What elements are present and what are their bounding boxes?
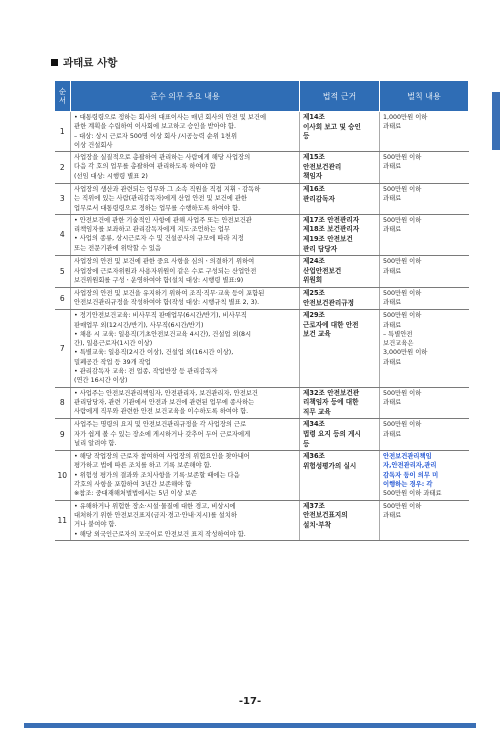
cell-line: 사업장에 근로자위원과 사용자위원이 같은 수로 구성되는 산업안전 bbox=[74, 267, 257, 275]
duty-content bbox=[71, 214, 300, 255]
cell-line: 대처하기 위한 안전보건표지(금지·경고·안내·지시)를 설치하 bbox=[74, 511, 237, 519]
cell-line: 관리담당자, 관련 기관에서 안전과 보건에 관련된 업무에 종사하는 bbox=[74, 398, 255, 406]
cell-line: 제25조 bbox=[303, 289, 325, 298]
row-number: 11 bbox=[55, 500, 71, 540]
table-row bbox=[55, 112, 469, 152]
cell-line: 제36조 bbox=[303, 452, 325, 461]
legal-basis bbox=[300, 152, 380, 184]
duty-content bbox=[71, 419, 300, 451]
duty-content bbox=[71, 451, 300, 500]
cell-line: 안전보건관리규정 bbox=[303, 298, 354, 307]
cell-line: 제19조 안전보건 bbox=[303, 235, 353, 244]
cell-line: 사업장의 안전 및 보건에 관한 중요 사항을 심의ㆍ의결하기 위하여 bbox=[74, 258, 255, 266]
row-number: 4 bbox=[55, 214, 71, 255]
cell-line: 제14조 bbox=[303, 113, 325, 121]
table-row bbox=[55, 500, 469, 540]
cell-line: 직무 교육 bbox=[303, 407, 331, 416]
cell-line: 500만원 이하 bbox=[383, 421, 422, 429]
cell-line: 과태료 bbox=[383, 123, 402, 131]
cell-line: 간), 일용근로자(1시간 이상) bbox=[74, 340, 153, 348]
cell-line: • 해당 작업장의 근로자 참여하여 사업장의 위험요인을 찾아내어 bbox=[74, 453, 250, 461]
legal-basis bbox=[300, 310, 380, 387]
cell-line: 3,000만원 이하 bbox=[383, 349, 428, 357]
row-number: 9 bbox=[55, 419, 71, 451]
row-number: 3 bbox=[55, 183, 71, 214]
table-row bbox=[55, 152, 469, 184]
cell-line: – 특별안전 bbox=[383, 330, 413, 338]
cell-line: 500만원 이하 bbox=[383, 312, 422, 320]
penalty-content bbox=[380, 214, 469, 255]
cell-line: 과태료 bbox=[383, 511, 402, 519]
cell-line: 감독자 등이 의무 미 bbox=[383, 471, 439, 479]
legal-basis bbox=[300, 112, 380, 152]
cell-line: 1,000만원 이하 bbox=[383, 114, 428, 121]
header-penalty: 벌칙 내용 bbox=[380, 81, 469, 112]
cell-line: • 유해하거나 위험한 장소·시설·물질에 대한 경고, 비상시에 bbox=[74, 502, 236, 510]
cell-line: 500만원 이하 bbox=[383, 258, 422, 266]
cell-line: • 채용 시 교육: 일용직(기초안전보건교육 4시간), 건설업 외(8시 bbox=[74, 330, 252, 338]
cell-line: 사업장의 안전 및 보건을 유지하기 위하여 조직·직무·교육 등이 포함된 bbox=[74, 290, 265, 298]
row-number: 7 bbox=[55, 310, 71, 387]
cell-line: 근로자에 대한 안전 bbox=[303, 320, 359, 329]
cell-line: 자가 쉽게 볼 수 있는 장소에 게시하거나 갖추어 두어 근로자에게 bbox=[74, 430, 251, 438]
cell-line: 과태료 bbox=[383, 430, 402, 438]
duty-content bbox=[71, 183, 300, 214]
cell-line: • 사업주는 안전보건관리책임자, 안전관리자, 보건관리자, 안전보건 bbox=[74, 389, 258, 397]
cell-line: 리책임자 등에 대한 bbox=[303, 398, 359, 407]
table-body bbox=[55, 112, 469, 541]
cell-line: 안전보건관리규정을 작성하여야 함(작성 대상: 시행규칙 별표 2, 3). bbox=[74, 299, 260, 307]
cell-line: 보건교육은 bbox=[383, 340, 414, 348]
section-heading bbox=[51, 55, 117, 70]
table-row bbox=[55, 183, 469, 214]
legal-basis bbox=[300, 214, 380, 255]
cell-line: 등 bbox=[303, 132, 310, 141]
cell-line: 제24조 bbox=[303, 257, 325, 266]
square-bullet-icon bbox=[51, 59, 58, 66]
cell-line: 500만원 이하 bbox=[383, 185, 422, 193]
cell-line: 제16조 bbox=[303, 184, 325, 193]
penalty-content bbox=[380, 387, 469, 419]
cell-line: 과태료 bbox=[383, 226, 402, 234]
duty-content bbox=[71, 288, 300, 310]
row-number: 2 bbox=[55, 152, 71, 184]
header-content: 준수 의무 주요 내용 bbox=[71, 81, 300, 112]
cell-line: 사업주는 명령의 요지 및 안전보건관리규정을 각 사업장의 근로 bbox=[74, 421, 247, 429]
penalty-content bbox=[380, 152, 469, 184]
row-number: 8 bbox=[55, 387, 71, 419]
table-row bbox=[55, 288, 469, 310]
cell-line: • 정기안전보건교육: 비사무직 판매업무(6시간/반기), 비사무직 bbox=[74, 312, 247, 320]
cell-line: • 관리감독자 교육: 전 업종, 작업반장 등 관리감독자 bbox=[74, 367, 218, 375]
duty-content bbox=[71, 387, 300, 419]
cell-line: • 해당 외국인근로자의 모국어로 안전보건 표지 작성하여야 함. bbox=[74, 530, 246, 538]
cell-line: 거나 붙여야 함. bbox=[74, 521, 117, 529]
row-number: 1 bbox=[55, 112, 71, 152]
row-number: 5 bbox=[55, 256, 71, 288]
cell-line: 사업장을 실질적으로 총괄하여 관리하는 사람에게 해당 사업장의 bbox=[74, 154, 251, 162]
cell-line: 위험성평가의 실시 bbox=[303, 461, 357, 470]
cell-line: 500만원 이하 bbox=[383, 154, 422, 162]
cell-line: 제15조 bbox=[303, 153, 325, 162]
table-row bbox=[55, 214, 469, 255]
cell-line: 책임자 bbox=[303, 172, 323, 181]
cell-line: 다음 각 호의 업무를 총괄하여 관리하도록 하여야 함 bbox=[74, 163, 216, 171]
cell-line: • 특별교육: 일용직(2시간 이상), 건설업 외(16시간 이상), bbox=[74, 349, 234, 357]
cell-line: 평가하고 법에 따른 조치를 하고 기록 보존해야 함. bbox=[74, 462, 212, 470]
cell-line: ※참조: 중대재해처벌법에서는 5년 이상 보존 bbox=[74, 490, 197, 498]
cell-line: 제34조 bbox=[303, 420, 325, 429]
cell-line: 널리 알려야 함. bbox=[74, 439, 117, 447]
penalty-table bbox=[54, 80, 469, 541]
cell-line: – 대상: 상시 근로자 500명 이상 회사 /시공능력 순위 1천위 bbox=[74, 132, 238, 140]
row-number: 10 bbox=[55, 451, 71, 500]
penalty-content bbox=[380, 500, 469, 540]
cell-line: 과태료 bbox=[383, 163, 402, 171]
duty-content bbox=[71, 310, 300, 387]
cell-line: 판매업무 외(12시간/반기), 사무직(6시간/반기) bbox=[74, 321, 204, 329]
side-tab-marker bbox=[492, 92, 500, 150]
cell-line: 자,안전관리자,관리 bbox=[383, 462, 437, 470]
cell-line: 과태료 bbox=[383, 398, 402, 406]
row-number: 6 bbox=[55, 288, 71, 310]
cell-line: 업무로서 대통령령으로 정하는 업무를 수행하도록 하여야 함. bbox=[74, 204, 241, 212]
cell-line: • 안전보건에 관한 기술적인 사항에 관해 사업주 또는 안전보건관 bbox=[74, 216, 252, 224]
cell-line: • 위험성 평가의 결과와 조치사항을 기록·보존할 때에는 다음 bbox=[74, 471, 240, 479]
cell-line: 각호의 사항을 포함하여 3년간 보존해야 함 bbox=[74, 481, 192, 489]
cell-line: 안전보건표지의 bbox=[303, 511, 348, 520]
header-no: 순 서 bbox=[55, 81, 71, 112]
cell-line: (연간 16시간 이상) bbox=[74, 377, 128, 385]
cell-line: 과태료 bbox=[383, 321, 402, 329]
legal-basis bbox=[300, 387, 380, 419]
table-row bbox=[55, 451, 469, 500]
table-row bbox=[55, 256, 469, 288]
cell-line: 또는 전문기관에 위탁할 수 있음 bbox=[74, 244, 162, 252]
cell-line: 관리 담당자 bbox=[303, 244, 338, 253]
page-number: -17- bbox=[238, 696, 262, 707]
cell-line: 제37조 bbox=[303, 501, 325, 510]
legal-basis bbox=[300, 256, 380, 288]
penalty-content bbox=[380, 419, 469, 451]
duty-content bbox=[71, 112, 300, 152]
penalty-content bbox=[380, 288, 469, 310]
cell-line: 제18조 보건관리자 bbox=[303, 225, 360, 234]
cell-line: 산업안전보건 bbox=[303, 266, 342, 275]
penalty-content bbox=[380, 451, 469, 500]
penalty-content bbox=[380, 310, 469, 387]
cell-line: 과태료 bbox=[383, 195, 402, 203]
header-basis: 법적 근거 bbox=[300, 81, 380, 112]
cell-line: 과태료 bbox=[383, 299, 402, 307]
cell-line: 등 bbox=[303, 439, 310, 448]
cell-line: 밀폐공간 작업 등 39개 작업 bbox=[74, 358, 151, 366]
cell-line: 이행하는 경우: 각 bbox=[383, 481, 433, 489]
cell-line: 과태료 bbox=[383, 358, 402, 366]
section-title: 과태료 사항 bbox=[63, 57, 118, 69]
footer-bar bbox=[24, 723, 476, 728]
cell-line: 사람에게 직무와 관련한 안전 보건교육을 이수하도록 하여야 함. bbox=[74, 408, 249, 416]
legal-basis bbox=[300, 451, 380, 500]
table-header-row bbox=[55, 81, 469, 112]
legal-basis bbox=[300, 500, 380, 540]
cell-line: 제32조 안전보건관 bbox=[303, 388, 360, 397]
cell-line: 사업장의 생산과 관련되는 업무와 그 소속 직원을 직접 지휘ㆍ감독하 bbox=[74, 185, 261, 193]
cell-line: • 대통령령으로 정하는 회사의 대표이사는 매년 회사의 안전 및 보건에 bbox=[74, 114, 267, 121]
cell-line: 500만원 이하 bbox=[383, 389, 422, 397]
cell-line: 제29조 bbox=[303, 311, 325, 320]
cell-line: 500만원 이하 과태료 bbox=[383, 490, 442, 498]
table-row bbox=[55, 310, 469, 387]
cell-line: 는 직위에 있는 사람(관리감독자)에게 산업 안전 및 보건에 관한 bbox=[74, 195, 247, 203]
penalty-content bbox=[380, 256, 469, 288]
cell-line: 안전보건관리책임 bbox=[383, 453, 432, 461]
cell-line: 관한 계획을 수립하여 이사회에 보고하고 승인을 받아야 함. bbox=[74, 123, 236, 131]
cell-line: 안전보건관리 bbox=[303, 162, 342, 171]
cell-line: 500만원 이하 bbox=[383, 502, 422, 510]
cell-line: 리책임자를 보좌하고 관리감독자에게 지도·조언하는 업무 bbox=[74, 226, 230, 234]
cell-line: 법령 요지 등의 게시 bbox=[303, 429, 361, 438]
legal-basis bbox=[300, 183, 380, 214]
table-row bbox=[55, 419, 469, 451]
cell-line: • 사업의 종류, 상시근로자 수 및 건설공사의 규모에 따라 지정 bbox=[74, 235, 244, 243]
cell-line: 보건 교육 bbox=[303, 330, 331, 339]
legal-basis bbox=[300, 288, 380, 310]
table-row bbox=[55, 387, 469, 419]
cell-line: 이사회 보고 및 승인 bbox=[303, 122, 361, 131]
cell-line: 보건위원회를 구성ㆍ운영하여야 함(설치 대상: 시행령 별표:9) bbox=[74, 276, 244, 284]
cell-line: 500만원 이하 bbox=[383, 290, 422, 298]
cell-line: 위원회 bbox=[303, 276, 323, 285]
duty-content bbox=[71, 152, 300, 184]
penalty-content bbox=[380, 112, 469, 152]
cell-line: 이상 건설회사 bbox=[74, 141, 113, 149]
penalty-content bbox=[380, 183, 469, 214]
cell-line: 제17조 안전관리자 bbox=[303, 215, 360, 224]
cell-line: 500만원 이하 bbox=[383, 216, 422, 224]
cell-line: 과태료 bbox=[383, 267, 402, 275]
legal-basis bbox=[300, 419, 380, 451]
cell-line: 설치·부착 bbox=[303, 520, 331, 529]
cell-line: (선임 대상: 시행령 별표 2) bbox=[74, 172, 148, 180]
duty-content bbox=[71, 256, 300, 288]
duty-content bbox=[71, 500, 300, 540]
cell-line: 관리감독자 bbox=[303, 194, 335, 203]
